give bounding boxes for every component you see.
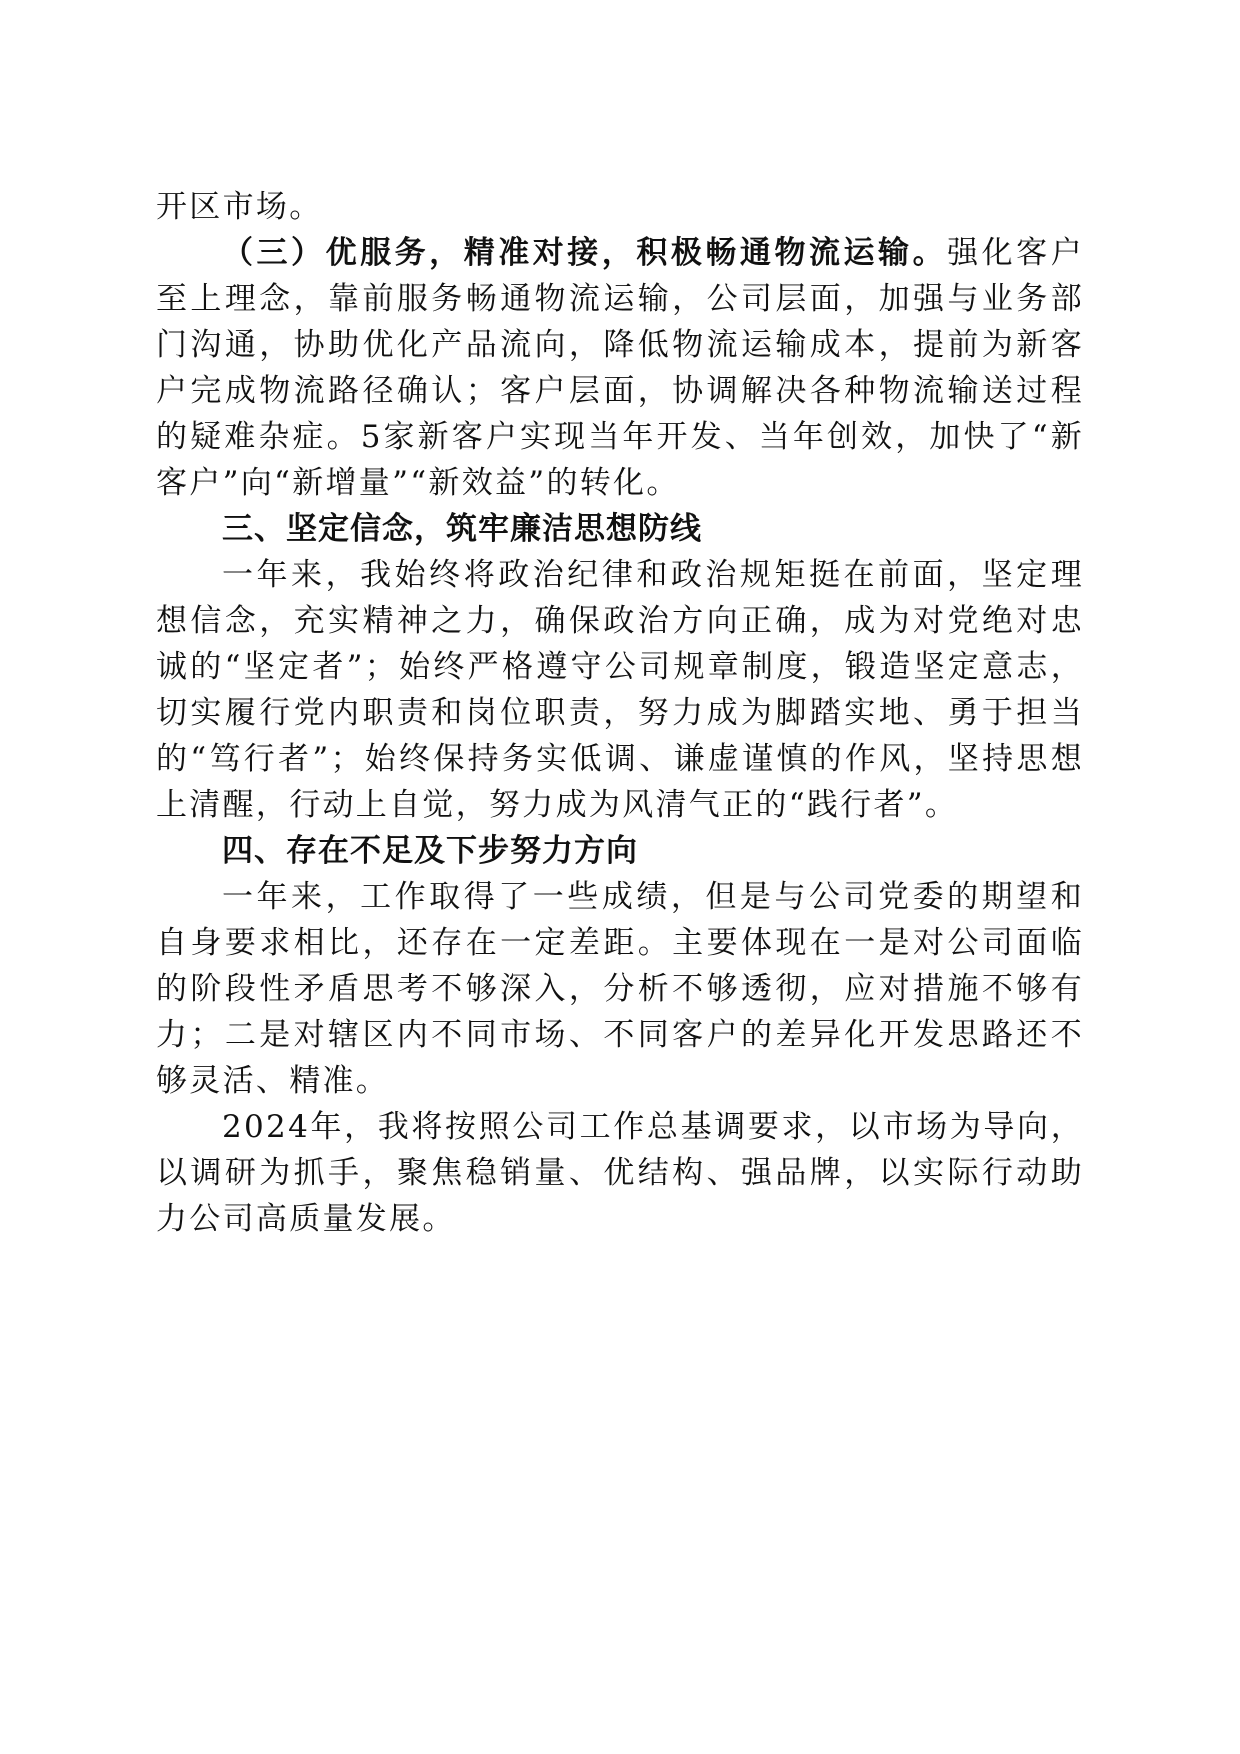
paragraph-logistics-body: 强化客户至上理念，靠前服务畅通物流运输，公司层面，加强与业务部门沟通，协助优化产品流向，降低物流运输成本，提前为新客户完成物流路径确认；客户层面，协调解决各种物流输送过程的疑难杂症。5家新客户实现当年开发、当年创效，加快了“新客户”向“新增量”“新效益”的转化。	[156, 235, 1084, 501]
document-body	[156, 184, 1084, 1242]
paragraph-integrity: 一年来，我始终将政治纪律和政治规矩挺在前面，坚定理想信念，充实精神之力，确保政治方向正确，成为对党绝对忠诚的“坚定者”；始终严格遵守公司规章制度，锻造坚定意志，切实履行党内职责和岗位职责，努力成为脚踏实地、勇于担当的“笃行者”；始终保持务实低调、谦虚谨慎的作风，坚持思想上清醒，行动上自觉，努力成为风清气正的“践行者”。	[156, 557, 1084, 823]
section-heading-integrity: 三、坚定信念，筑牢廉洁思想防线	[222, 511, 702, 547]
paragraph-shortcomings: 一年来，工作取得了一些成绩，但是与公司党委的期望和自身要求相比，还存在一定差距。主要体现在一是对公司面临的阶段性矛盾思考不够深入，分析不够透彻，应对措施不够有力；二是对辖区内不同市场、不同客户的差异化开发思路还不够灵活、精准。	[156, 879, 1084, 1099]
paragraph-plan-2024: 2024年，我将按照公司工作总基调要求，以市场为导向，以调研为抓手，聚焦稳销量、优结构、强品牌，以实际行动助力公司高质量发展。	[156, 1109, 1084, 1237]
paragraph-logistics	[156, 230, 1084, 506]
section-heading-shortcomings: 四、存在不足及下步努力方向	[222, 833, 638, 869]
subheading-optimize-service: （三）优服务，精准对接，积极畅通物流运输。	[222, 235, 948, 271]
paragraph-continuation: 开区市场。	[156, 189, 323, 225]
